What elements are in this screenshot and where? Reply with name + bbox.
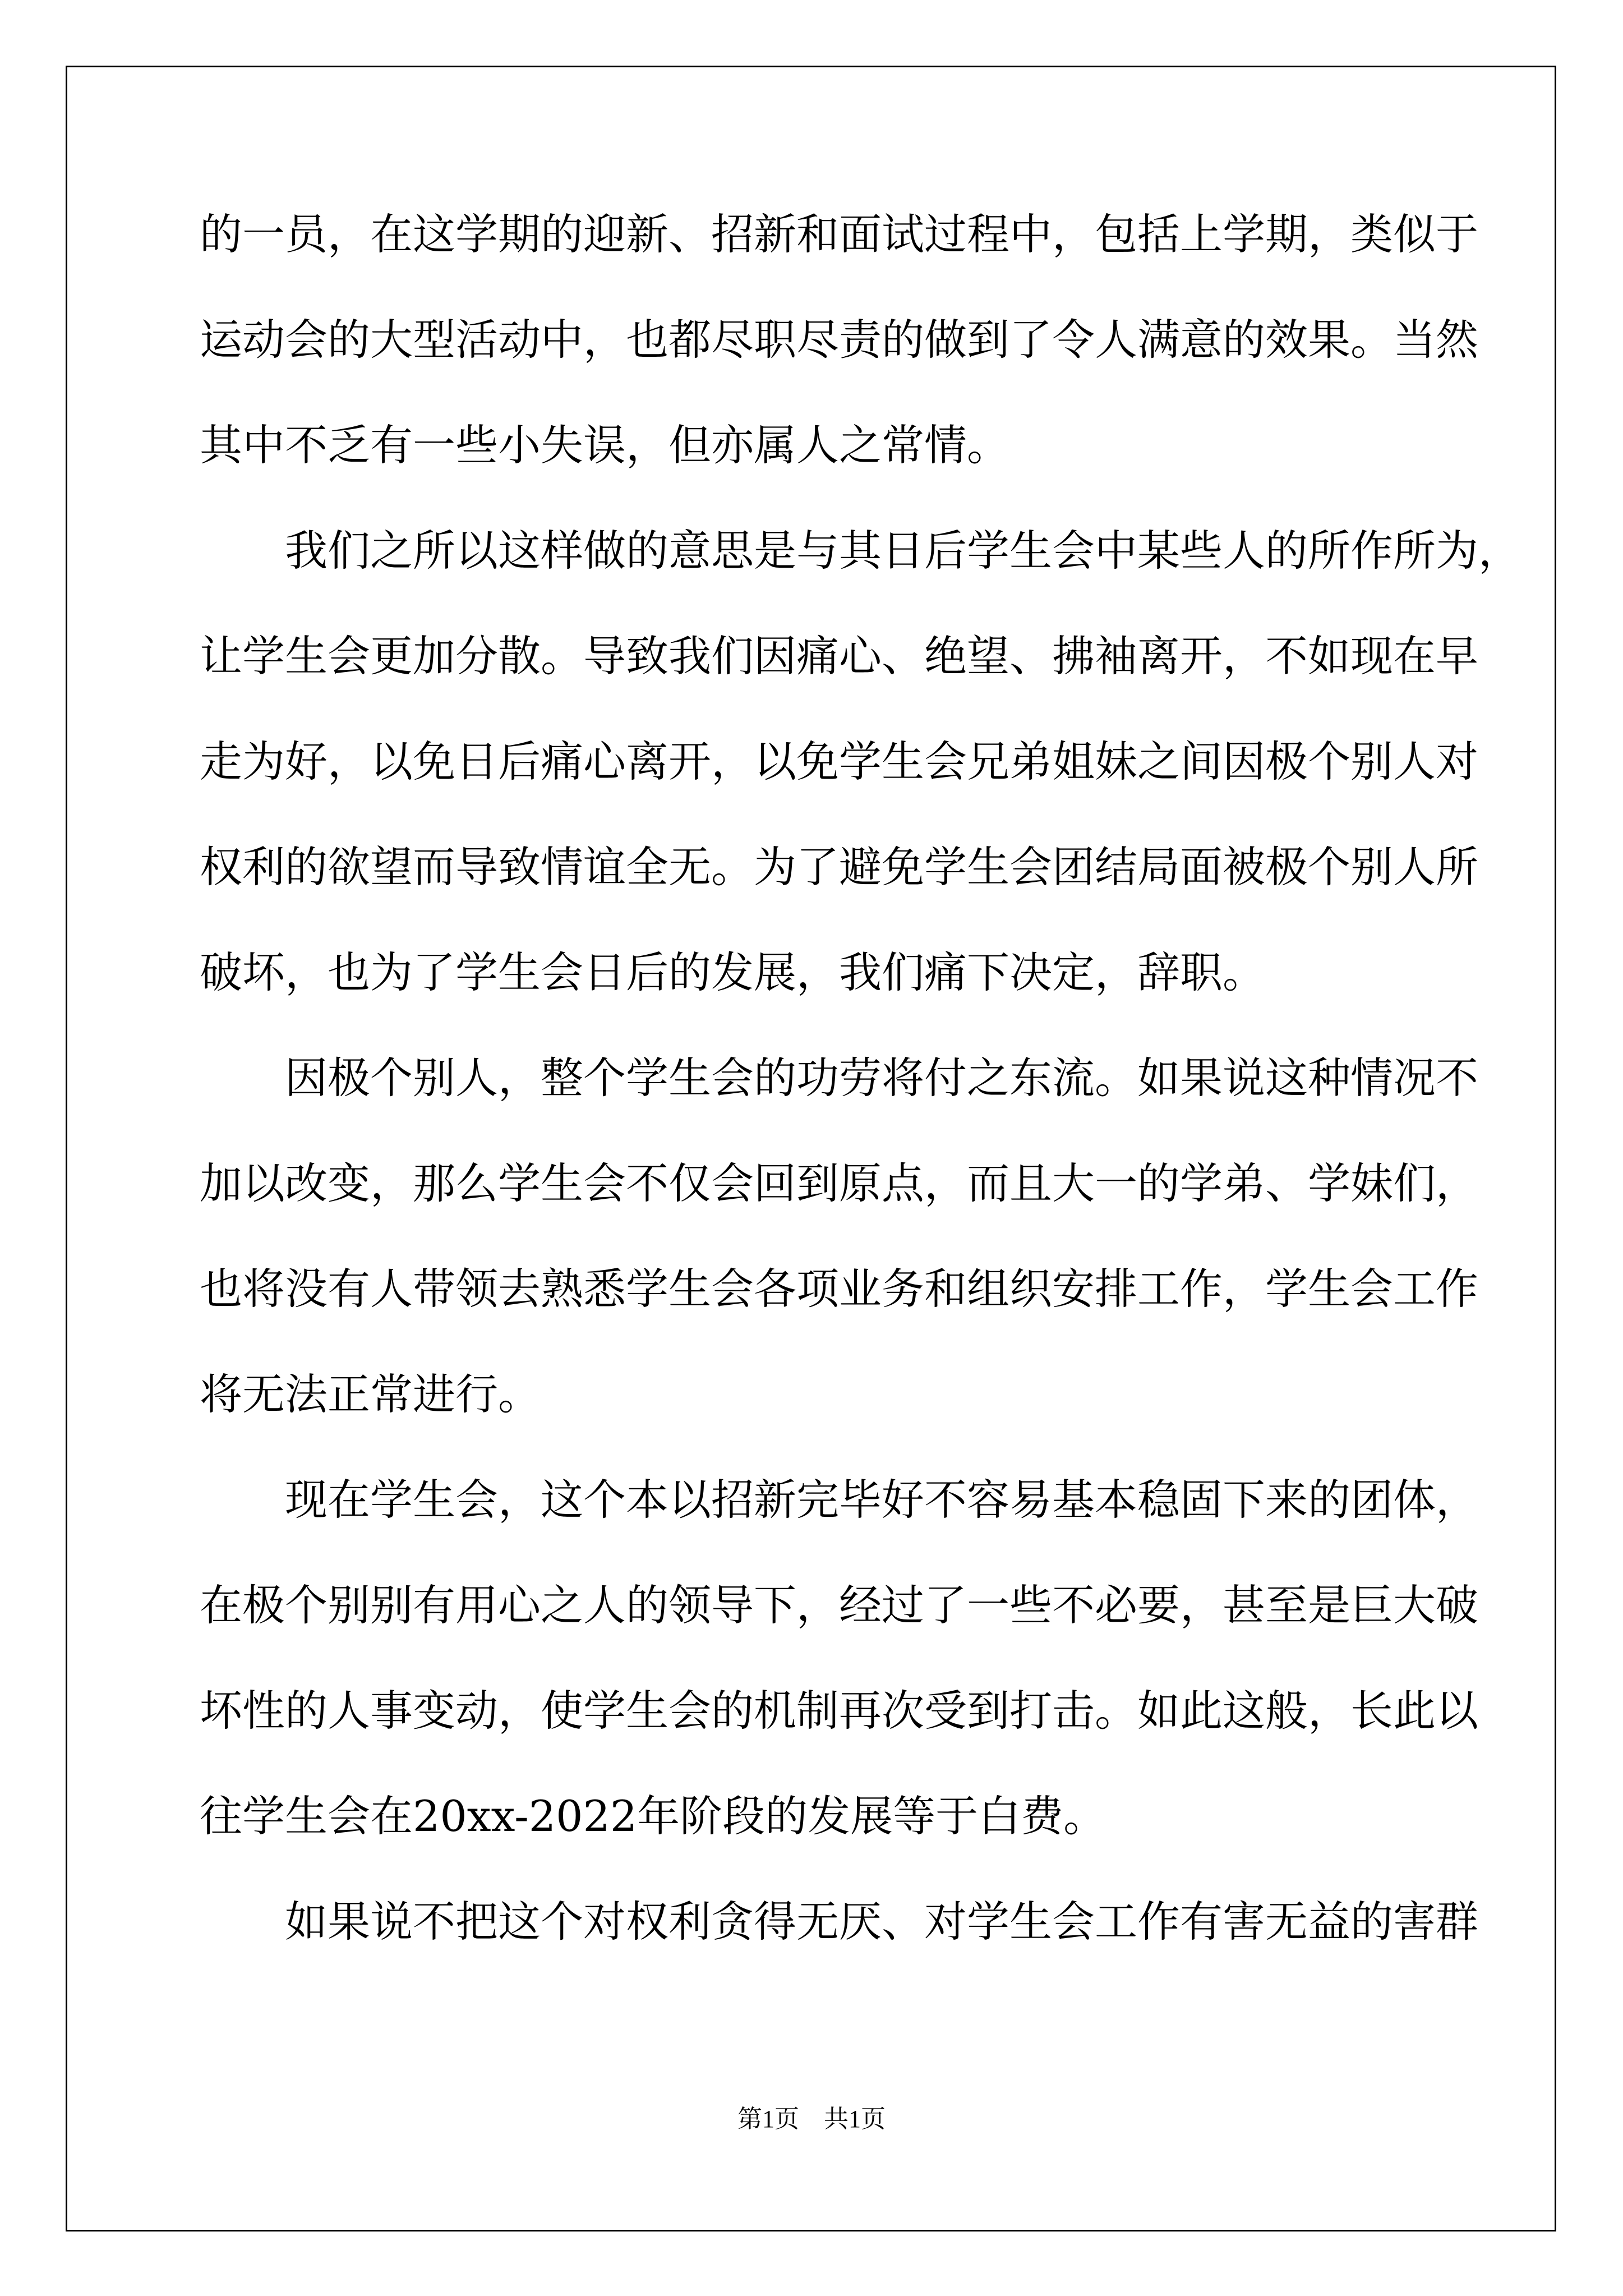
text-line: 将无法正常进行。 — [200, 1369, 541, 1419]
page-footer — [0, 2102, 1623, 2136]
page-number-total: 共1页 — [824, 2105, 886, 2133]
text-line: 让学生会更加分散。导致我们因痛心、绝望、拂袖离开，不如现在早 — [200, 631, 1478, 681]
text-line: 的一员，在这学期的迎新、招新和面试过程中，包括上学期，类似于 — [200, 209, 1478, 259]
text-line: 其中不乏有一些小失误，但亦属人之常情。 — [200, 420, 1009, 470]
text-line: 加以改变，那么学生会不仅会回到原点，而且大一的学弟、学妹们， — [200, 1158, 1478, 1208]
page-number-current: 第1页 — [737, 2105, 799, 2133]
text-line: 坏性的人事变动，使学生会的机制再次受到打击。如此这般，长此以 — [200, 1686, 1478, 1736]
text-line: 在极个别别有用心之人的领导下，经过了一些不必要，甚至是巨大破 — [200, 1580, 1478, 1630]
text-line: 如果说不把这个对权利贪得无厌、对学生会工作有害无益的害群 — [200, 1897, 1478, 1947]
text-line: 因极个别人，整个学生会的功劳将付之东流。如果说这种情况不 — [200, 1053, 1478, 1103]
text-line: 我们之所以这样做的意思是与其日后学生会中某些人的所作所为， — [200, 526, 1521, 576]
text-line: 现在学生会，这个本以招新完毕好不容易基本稳固下来的团体， — [200, 1475, 1478, 1525]
text-line: 往学生会在20xx-2022年阶段的发展等于白费。 — [200, 1791, 1106, 1841]
text-line: 破坏，也为了学生会日后的发展，我们痛下决定，辞职。 — [200, 947, 1265, 997]
text-line: 权利的欲望而导致情谊全无。为了避免学生会团结局面被极个别人所 — [200, 842, 1478, 892]
text-line: 也将没有人带领去熟悉学生会各项业务和组织安排工作，学生会工作 — [200, 1264, 1478, 1314]
text-line: 运动会的大型活动中，也都尽职尽责的做到了令人满意的效果。当然 — [200, 315, 1478, 365]
text-line: 走为好，以免日后痛心离开，以免学生会兄弟姐妹之间因极个别人对 — [200, 737, 1478, 786]
